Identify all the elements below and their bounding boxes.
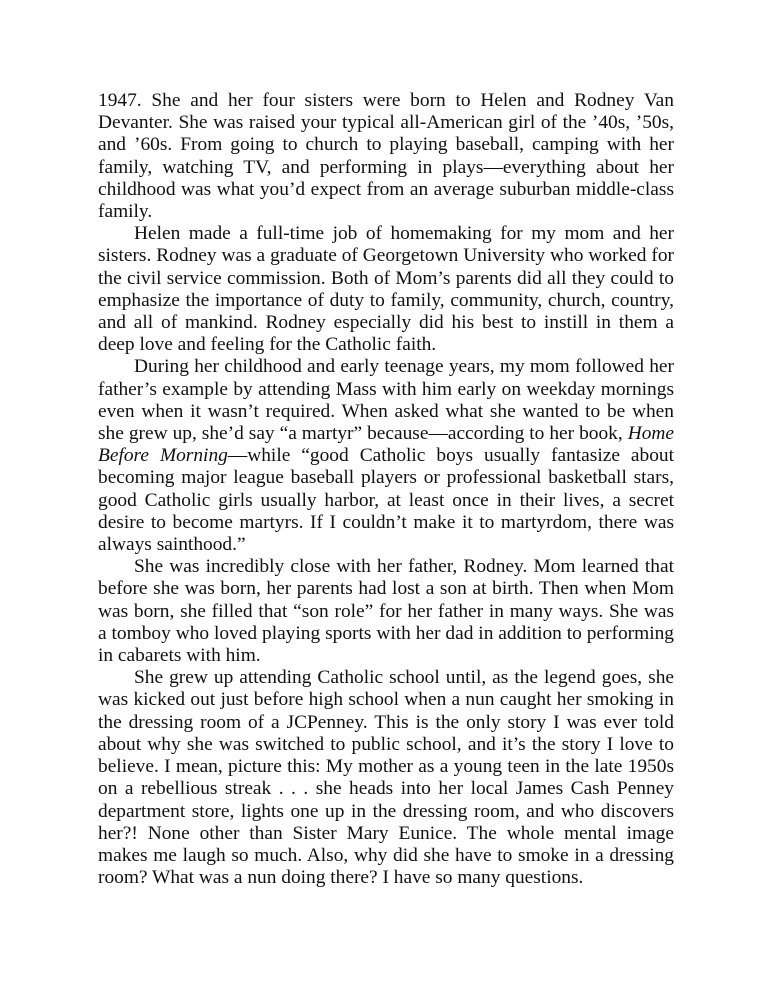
- book-title: Home Before Morning: [98, 423, 674, 467]
- paragraph-5: She grew up attending Catholic school until, as the legend goes, she was kicked out just before high school when a nun caught her smoking in the dressing room of a JCPenney. This is the only story I was ever told about why she was switched to public school, and it’s the story I love to believe. I mean, picture this: My mother as a young teen in the late 1950s on a rebellious streak . . . she heads into her local James Cash Penney department store, lights one up in the dressing room, and who discovers her?! None other than Sister Mary Eunice. The whole mental image makes me laugh so much. Also, why did she have to smoke in a dressing room? What was a nun doing there? I have so many questions.: [98, 667, 674, 889]
- paragraph-3-text-a: During her childhood and early teenage years, my mom followed her father’s example by attending Mass with him early on weekday mornings even when it wasn’t required. When asked what she wanted to be when she grew up, she’d say “a martyr” because—according to her book,: [98, 356, 674, 445]
- paragraph-4: She was incredibly close with her father, Rodney. Mom learned that before she was born, her parents had lost a son at birth. Then when Mom was born, she filled that “son role” for her father in many ways. She was a tomboy who loved playing sports with her dad in addition to performing in cabarets with him.: [98, 556, 674, 667]
- paragraph-3-text-b: —while “good Catholic boys usually fantasize about becoming major league baseball players or professional basketball stars, good Catholic girls usually harbor, at least once in their lives, a secret desire to become martyrs. If I couldn’t make it to martyrdom, there was always sainthood.”: [98, 445, 674, 556]
- paragraph-3: [98, 356, 674, 556]
- paragraph-1: 1947. She and her four sisters were born to Helen and Rodney Van Devanter. She was raised your typical all-American girl of the ’40s, ’50s, and ’60s. From going to church to playing baseball, camping with her family, watching TV, and performing in plays—everything about her childhood was what you’d expect from an average suburban middle-class family.: [98, 90, 674, 223]
- page-body: [98, 90, 674, 889]
- paragraph-2: Helen made a full-time job of homemaking for my mom and her sisters. Rodney was a graduate of Georgetown University who worked for the civil service commission. Both of Mom’s parents did all they could to emphasize the importance of duty to family, community, church, country, and all of mankind. Rodney especially did his best to instill in them a deep love and feeling for the Catholic faith.: [98, 223, 674, 356]
